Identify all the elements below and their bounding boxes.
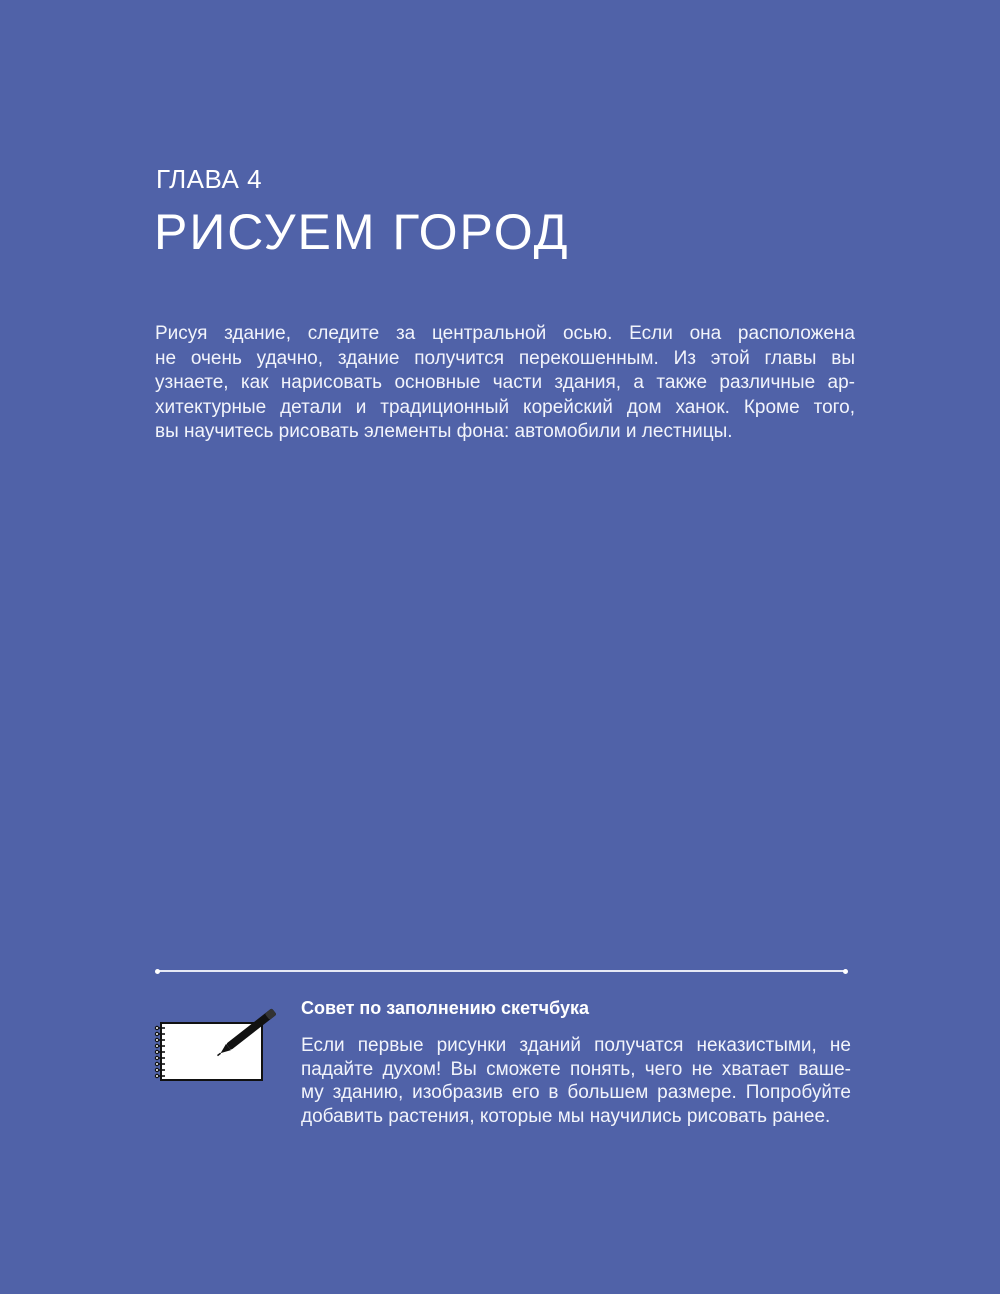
divider-dot-right: [843, 969, 848, 974]
tip-line: Если первые рисунки зданий получатся неказистыми, не: [301, 1035, 851, 1056]
section-divider: [155, 968, 848, 974]
intro-line: узнаете, как нарисовать основные части здания, а также различные ар-: [155, 372, 855, 393]
intro-line: хитектурные детали и традиционный корейский дом ханок. Кроме того,: [155, 396, 855, 418]
intro-line: вы научитесь рисовать элементы фона: автомобили и лестницы.: [155, 421, 733, 442]
chapter-title: РИСУЕМ ГОРОД: [154, 204, 570, 260]
divider-dot-left: [155, 969, 160, 974]
sketchbook-pen-icon: [153, 1003, 281, 1085]
intro-line: Рисуя здание, следите за центральной осью. Если она расположена: [155, 323, 855, 344]
tip-line: падайте духом! Вы сможете понять, чего не хватает ваше-: [301, 1058, 851, 1080]
divider-line: [158, 970, 845, 972]
tip-line: му зданию, изобразив его в большем размере. Попробуйте: [301, 1082, 851, 1103]
tip-line: добавить растения, которые мы научились рисовать ранее.: [301, 1105, 831, 1127]
intro-paragraph: [155, 322, 855, 445]
tip-paragraph: [301, 1034, 851, 1128]
chapter-label: ГЛАВА 4: [156, 164, 263, 194]
intro-line: не очень удачно, здание получится перекошенным. Из этой главы вы: [155, 347, 855, 369]
tip-title: Совет по заполнению скетчбука: [301, 998, 590, 1018]
